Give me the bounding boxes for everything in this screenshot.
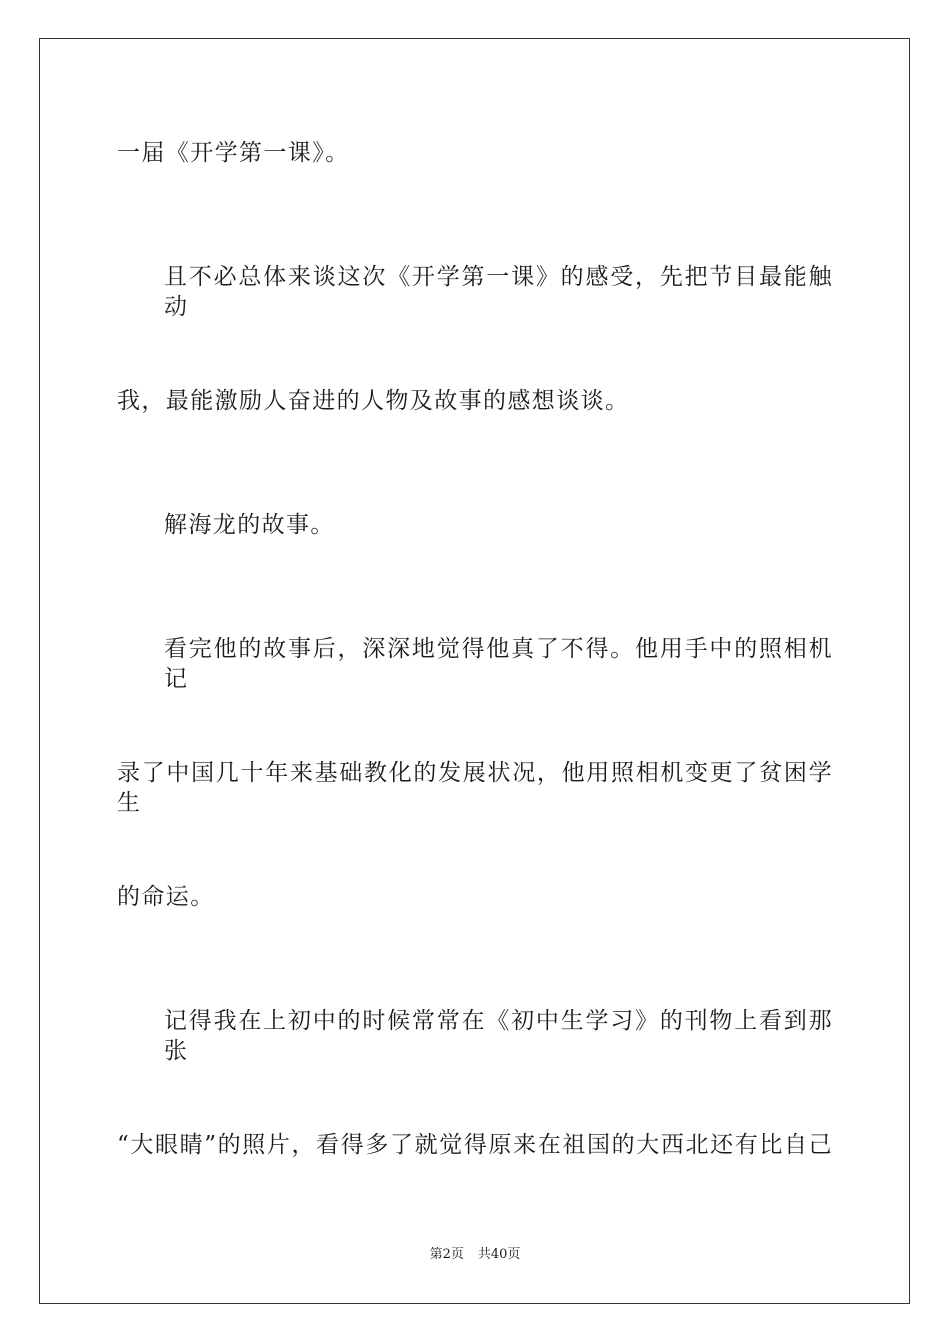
text-line-7: 的命运。 [117,884,215,910]
text-line-8: 记得我在上初中的时候常常在《初中生学习》的刊物上看到那张 [164,1008,833,1064]
page-footer [0,1246,950,1264]
text-line-1: 一届《开学第一课》。 [117,140,350,166]
text-line-4: 解海龙的故事。 [164,512,335,538]
text-line-2: 且不必总体来谈这次《开学第一课》的感受，先把节目最能触动 [164,264,833,320]
text-line-3: 我，最能激励人奋进的人物及故事的感想谈谈。 [117,388,630,414]
page-number: 第2页 [429,1247,464,1262]
text-line-5: 看完他的故事后，深深地觉得他真了不得。他用手中的照相机记 [164,636,833,692]
text-line-6: 录了中国几十年来基础教化的发展状况，他用照相机变更了贫困学生 [117,760,833,816]
text-line-9: “大眼睛”的照片，看得多了就觉得原来在祖国的大西北还有比自己 [117,1132,833,1158]
page-total: 共40页 [477,1247,521,1262]
